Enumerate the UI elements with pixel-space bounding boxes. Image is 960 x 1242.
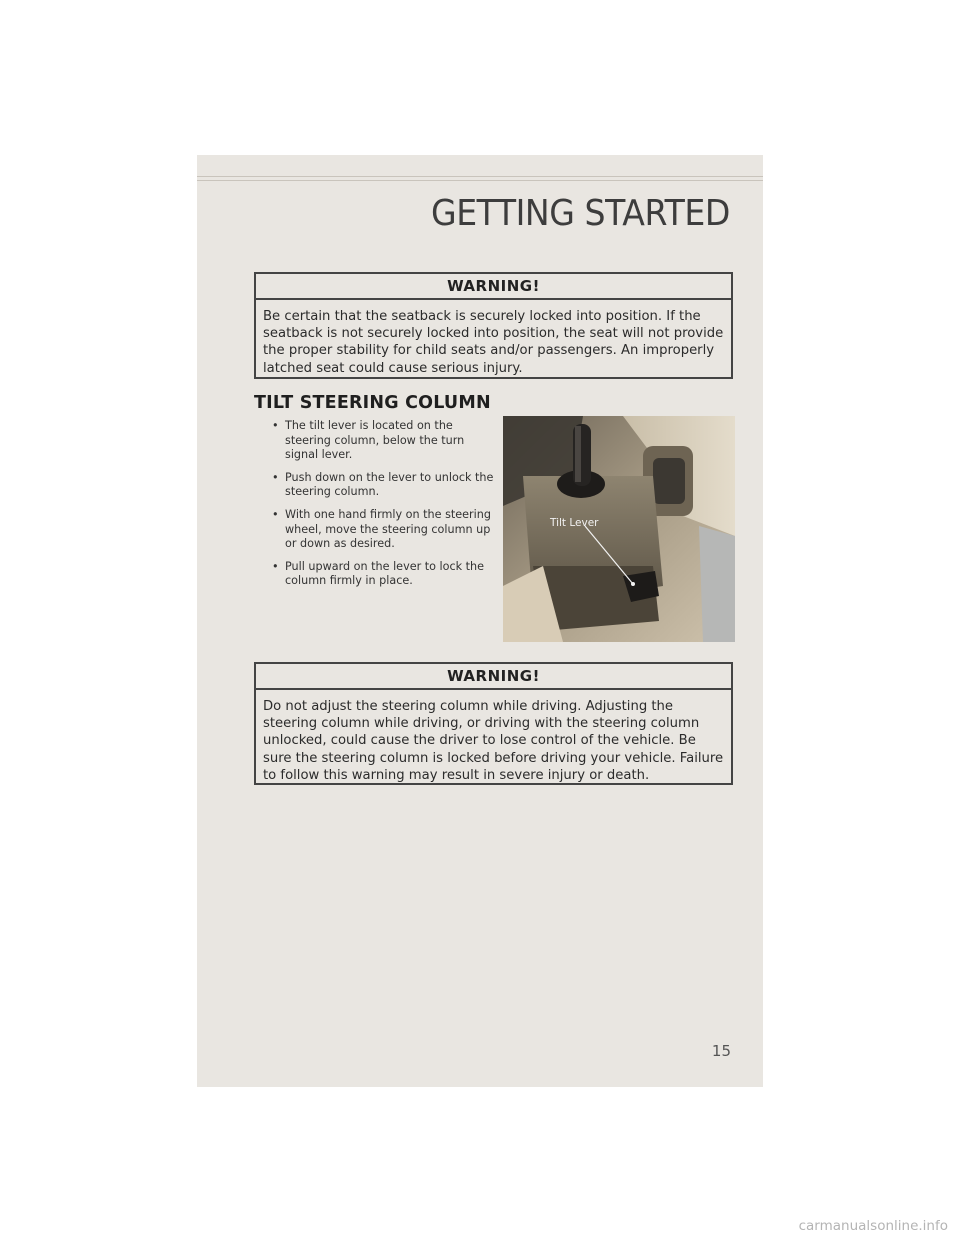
section-title: GETTING STARTED	[431, 193, 730, 234]
steering-column-illustration	[503, 416, 735, 642]
list-item: • Push down on the lever to unlock the steering column.	[272, 471, 494, 500]
warning-body: Be certain that the seatback is securely locked into position. If the seatback is not securely locked into position, the seat will not provide the proper stability for child seats and/or passengers. An improperly latched seat could cause serious injury.	[263, 309, 724, 376]
warning-title: WARNING!	[256, 274, 731, 300]
tilt-steering-heading: TILT STEERING COLUMN	[254, 393, 491, 413]
tilt-lever-photo	[503, 416, 735, 642]
tilt-instructions-list	[272, 419, 494, 597]
list-item: • With one hand firmly on the steering wheel, move the steering column up or down as desired.	[272, 508, 494, 552]
warning-box-seatback	[254, 272, 733, 379]
warning-title: WARNING!	[256, 664, 731, 690]
watermark: carmanualsonline.info	[798, 1218, 948, 1234]
header-rule-secondary	[197, 180, 763, 181]
warning-box-steering	[254, 662, 733, 785]
header-rule	[197, 176, 763, 177]
list-item: • Pull upward on the lever to lock the column firmly in place.	[272, 560, 494, 589]
manual-page	[197, 155, 763, 1087]
list-item: • The tilt lever is located on the steering column, below the turn signal lever.	[272, 419, 494, 463]
warning-body: Do not adjust the steering column while driving. Adjusting the steering column while driving, or driving with the steering column unlocked, could cause the driver to lose control of the vehicle. Be sure the steering column is locked before driving your vehicle. Failure to follow this warning may result in severe injury or death.	[263, 699, 724, 783]
page-number: 15	[711, 1042, 731, 1060]
tilt-lever-callout: Tilt Lever	[550, 517, 599, 529]
